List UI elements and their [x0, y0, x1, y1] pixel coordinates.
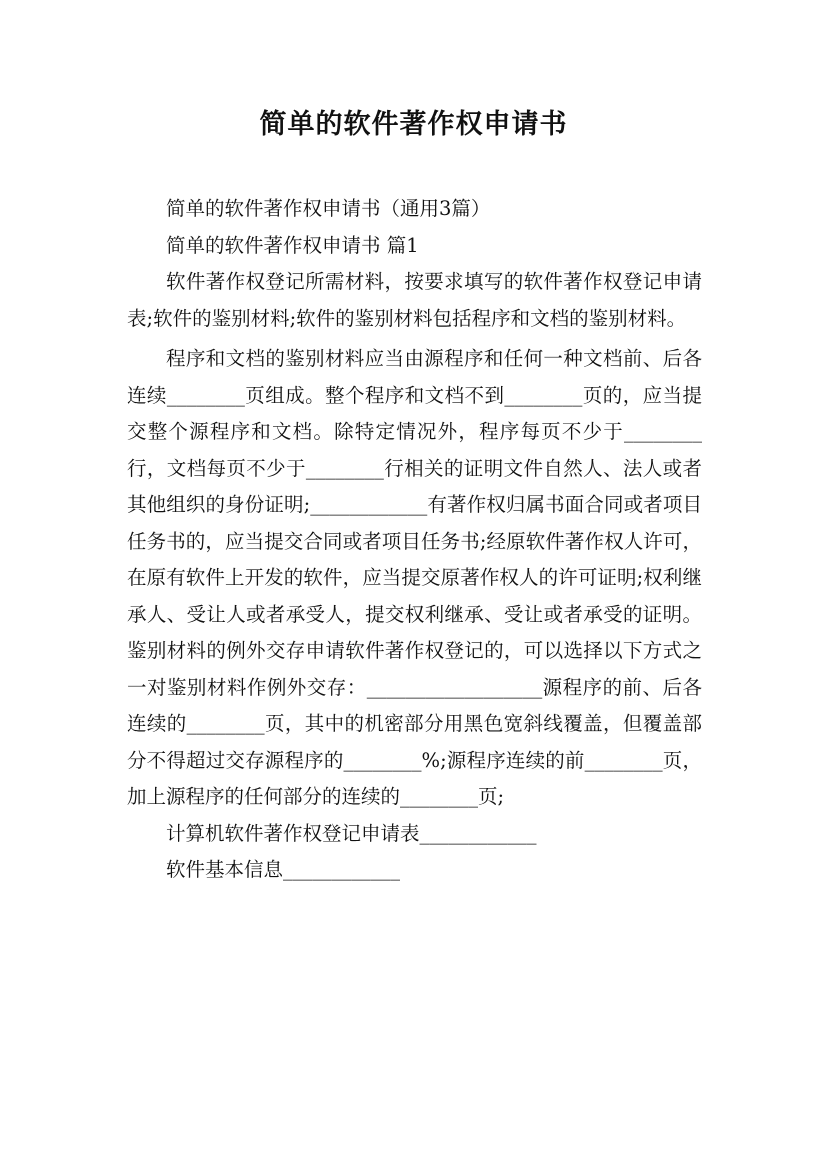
- document-title: 简单的软件著作权申请书: [259, 109, 568, 140]
- document-body: [127, 191, 702, 889]
- body-paragraph-application-form: 计算机软件著作权登记申请表____________: [166, 821, 537, 845]
- body-paragraph-identification: 程序和文档的鉴别材料应当由源程序和任何一种文档前、后各连续________页组成。整个程序和文档不到________页的，应当提交整个源程序和文档。除特定情况外，程序每页不少于________行，文档每页不少于________行相关的证明文件自然人、法人或者其他组织的身份证明;____________有著作权归属书面合同或者项目任务书的，应当提交合同或者项目任务书;经原软件著作权人许可，在原有软件上开发的软件，应当提交原著作权人的许可证明;权利继承人、受让人或者承受人，提交权利继承、受让或者承受的证明。鉴别材料的例外交存申请软件著作权登记的，可以选择以下方式之一对鉴别材料作例外交存：__________________源程序的前、后各连续的________页，其中的机密部分用黑色宽斜线覆盖，但覆盖部分不得超过交存源程序的________%;源程序连续的前________页，加上源程序的任何部分的连续的________页;: [127, 347, 702, 808]
- section-heading: 简单的软件著作权申请书 篇1: [166, 233, 419, 257]
- body-paragraph-materials: 软件著作权登记所需材料，按要求填写的软件著作权登记申请表;软件的鉴别材料;软件的鉴别材料包括程序和文档的鉴别材料。: [127, 270, 702, 330]
- body-paragraph-basic-info: 软件基本信息____________: [166, 858, 401, 881]
- subtitle-paragraph: 简单的软件著作权申请书（通用3篇）: [166, 197, 491, 220]
